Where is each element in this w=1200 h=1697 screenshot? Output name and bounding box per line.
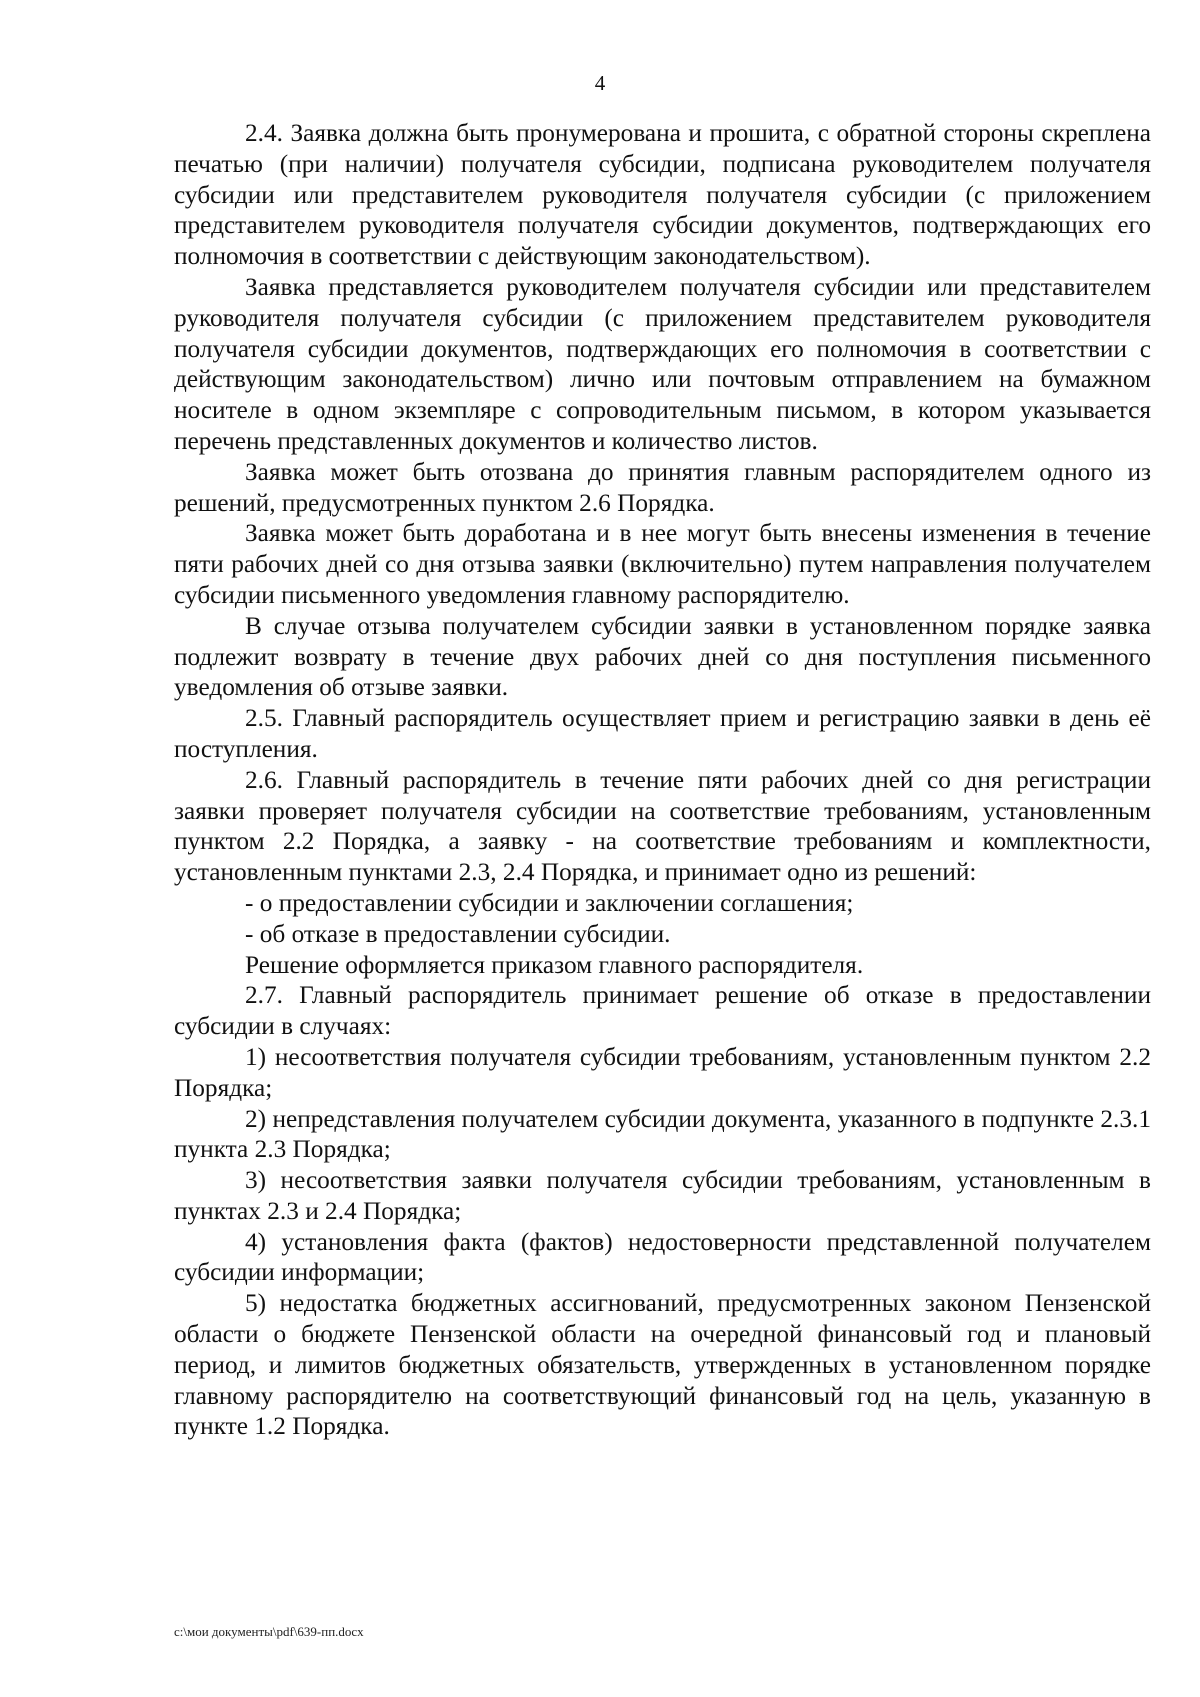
document-body: [174, 118, 1151, 1442]
paragraph-2-4: 2.4. Заявка должна быть пронумерована и прошита, с обратной стороны скреплена печатью (при наличии) получателя субсидии, подписана руководителем получателя субсидии или представителем руководителя получателя субсидии (с приложением представителем руководителя получателя субсидии документов, подтверждающих его полномочия в соответствии с действующим законодательством).: [174, 119, 1151, 271]
list-item-refusal: - об отказе в предоставлении субсидии.: [245, 919, 671, 948]
list-item-5: 5) недостатка бюджетных ассигнований, предусмотренных законом Пензенской области о бюджете Пензенской области на очередной финансовый год и плановый период, и лимитов бюджетных обязательств, утвержденных в установленном порядке главному распорядителю на соответствующий финансовый год на цель, указанную в пункте 1.2 Порядка.: [174, 1289, 1151, 1441]
paragraph-withdrawal: Заявка может быть отозвана до принятия главным распорядителем одного из решений, предусмотренных пунктом 2.6 Порядка.: [174, 457, 1151, 517]
paragraph-2-5: 2.5. Главный распорядитель осуществляет прием и регистрацию заявки в день её поступления.: [174, 704, 1151, 763]
paragraph-order: Решение оформляется приказом главного распорядителя.: [245, 950, 864, 979]
list-item-1: 1) несоответствия получателя субсидии требованиям, установленным пунктом 2.2 Порядка;: [174, 1042, 1151, 1102]
list-item-2: 2) непредставления получателем субсидии документа, указанного в подпункте 2.3.1 пункта 2.3 Порядка;: [174, 1104, 1151, 1164]
list-item-4: 4) установления факта (фактов) недостоверности представленной получателем субсидии информации;: [174, 1227, 1151, 1287]
page-number: 4: [594, 71, 606, 95]
paragraph-revision: Заявка может быть доработана и в нее могут быть внесены изменения в течение пяти рабочих дней со дня отзыва заявки (включительно) путем направления получателем субсидии письменного уведомления главному распорядителю.: [174, 519, 1151, 609]
footer-file-path: c:\мои документы\pdf\639-пп.docx: [174, 1624, 364, 1639]
paragraph-return: В случае отзыва получателем субсидии заявки в установленном порядке заявка подлежит возврату в течение двух рабочих дней со дня поступления письменного уведомления об отзыве заявки.: [174, 611, 1151, 702]
paragraph-2-7: 2.7. Главный распорядитель принимает решение об отказе в предоставлении субсидии в случаях:: [174, 981, 1151, 1041]
paragraph-submission: Заявка представляется руководителем получателя субсидии или представителем руководителя получателя субсидии (с приложением представителем руководителя получателя субсидии документов, подтверждающих его полномочия в соответствии с действующим законодательством) лично или почтовым отправлением на бумажном носителе в одном экземпляре с сопроводительным письмом, в котором указывается перечень представленных документов и количество листов.: [174, 272, 1151, 455]
list-item-grant: - о предоставлении субсидии и заключении соглашения;: [245, 888, 854, 917]
list-item-3: 3) несоответствия заявки получателя субсидии требованиям, установленным в пунктах 2.3 и 2.4 Порядка;: [174, 1166, 1151, 1225]
paragraph-2-6: 2.6. Главный распорядитель в течение пяти рабочих дней со дня регистрации заявки проверяет получателя субсидии на соответствие требованиям, установленным пунктом 2.2 Порядка, а заявку - на соответствие требованиям и комплектности, установленным пунктами 2.3, 2.4 Порядка, и принимает одно из решений:: [174, 765, 1151, 887]
